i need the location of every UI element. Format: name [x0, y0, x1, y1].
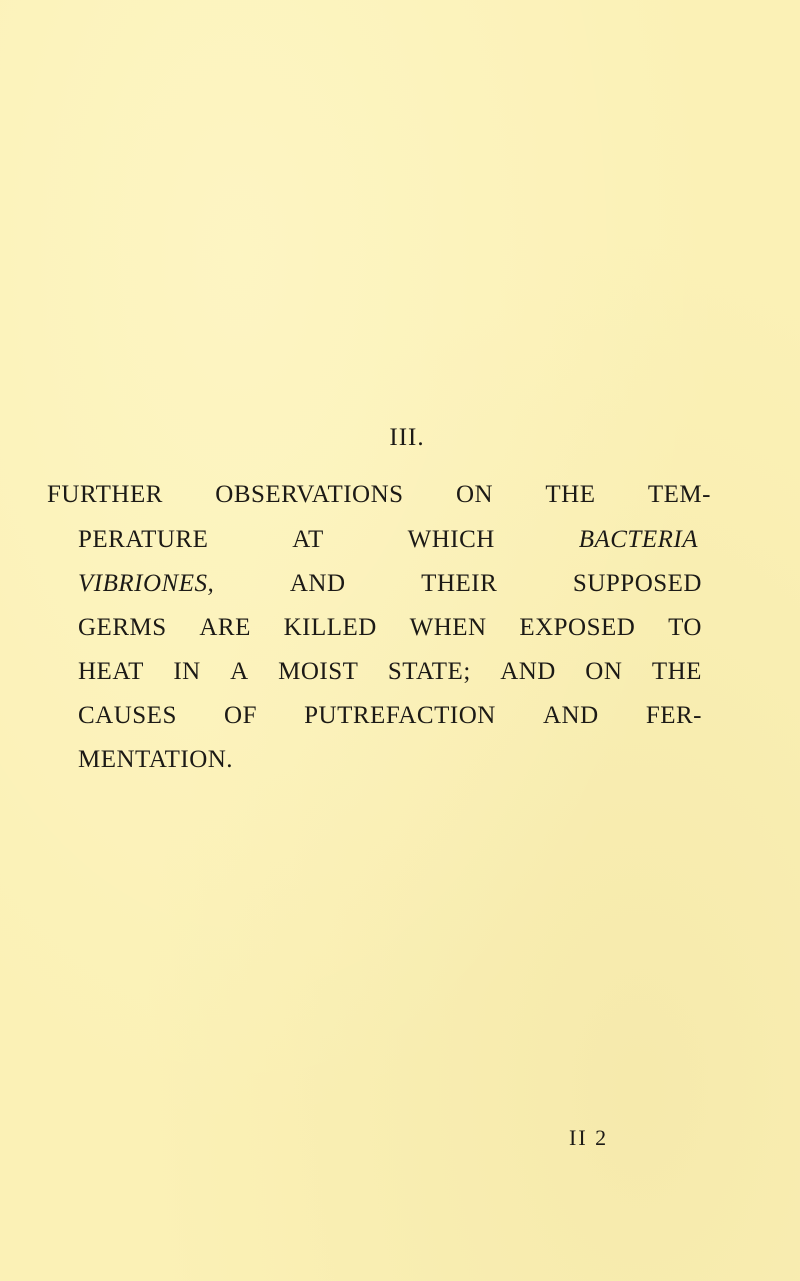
title-word: PUTREFACTION	[304, 702, 496, 729]
title-word: HEAT	[78, 658, 144, 685]
title-word: SUPPOSED	[572, 570, 702, 597]
title-word: THE	[651, 658, 702, 685]
title-word: FURTHER	[47, 481, 163, 508]
title-word: TO	[668, 614, 702, 641]
title-word: GERMS	[78, 614, 167, 641]
title-line-6	[78, 701, 702, 731]
title-word: ARE	[199, 614, 251, 641]
title-line-1	[47, 480, 711, 510]
title-word: A	[230, 658, 249, 685]
title-word: ON	[585, 658, 623, 685]
title-word: PERATURE	[78, 526, 209, 553]
title-word: THE	[545, 481, 596, 508]
title-word: CAUSES	[78, 702, 177, 729]
title-word-italic: BACTERIA	[578, 526, 698, 553]
title-word: IN	[173, 658, 201, 685]
title-word: WHICH	[407, 526, 495, 553]
title-word: MOIST	[278, 658, 359, 685]
title-word: OBSERVATIONS	[215, 481, 404, 508]
title-line-7	[78, 745, 233, 775]
chapter-number: III.	[389, 424, 425, 451]
title-word: WHEN	[409, 614, 487, 641]
title-line-5	[78, 657, 702, 687]
title-word: MENTATION.	[78, 746, 234, 773]
title-word: ON	[455, 481, 494, 508]
title-word: AND	[289, 570, 346, 597]
title-word: AND	[500, 658, 556, 685]
title-line-4	[78, 613, 702, 643]
title-word: AT	[292, 526, 324, 553]
title-word: AND	[542, 702, 599, 729]
title-word: OF	[224, 702, 257, 729]
title-word: THEIR	[421, 570, 498, 597]
title-word: KILLED	[283, 614, 377, 641]
title-line-3	[78, 569, 702, 599]
title-word: TEM-	[647, 481, 711, 508]
title-word: EXPOSED	[519, 614, 636, 641]
title-word: STATE;	[387, 658, 471, 685]
title-word-italic: VIBRIONES,	[78, 570, 215, 597]
title-word: FER-	[645, 702, 702, 729]
signature-mark: II 2	[569, 1125, 609, 1150]
title-line-2	[78, 525, 698, 555]
